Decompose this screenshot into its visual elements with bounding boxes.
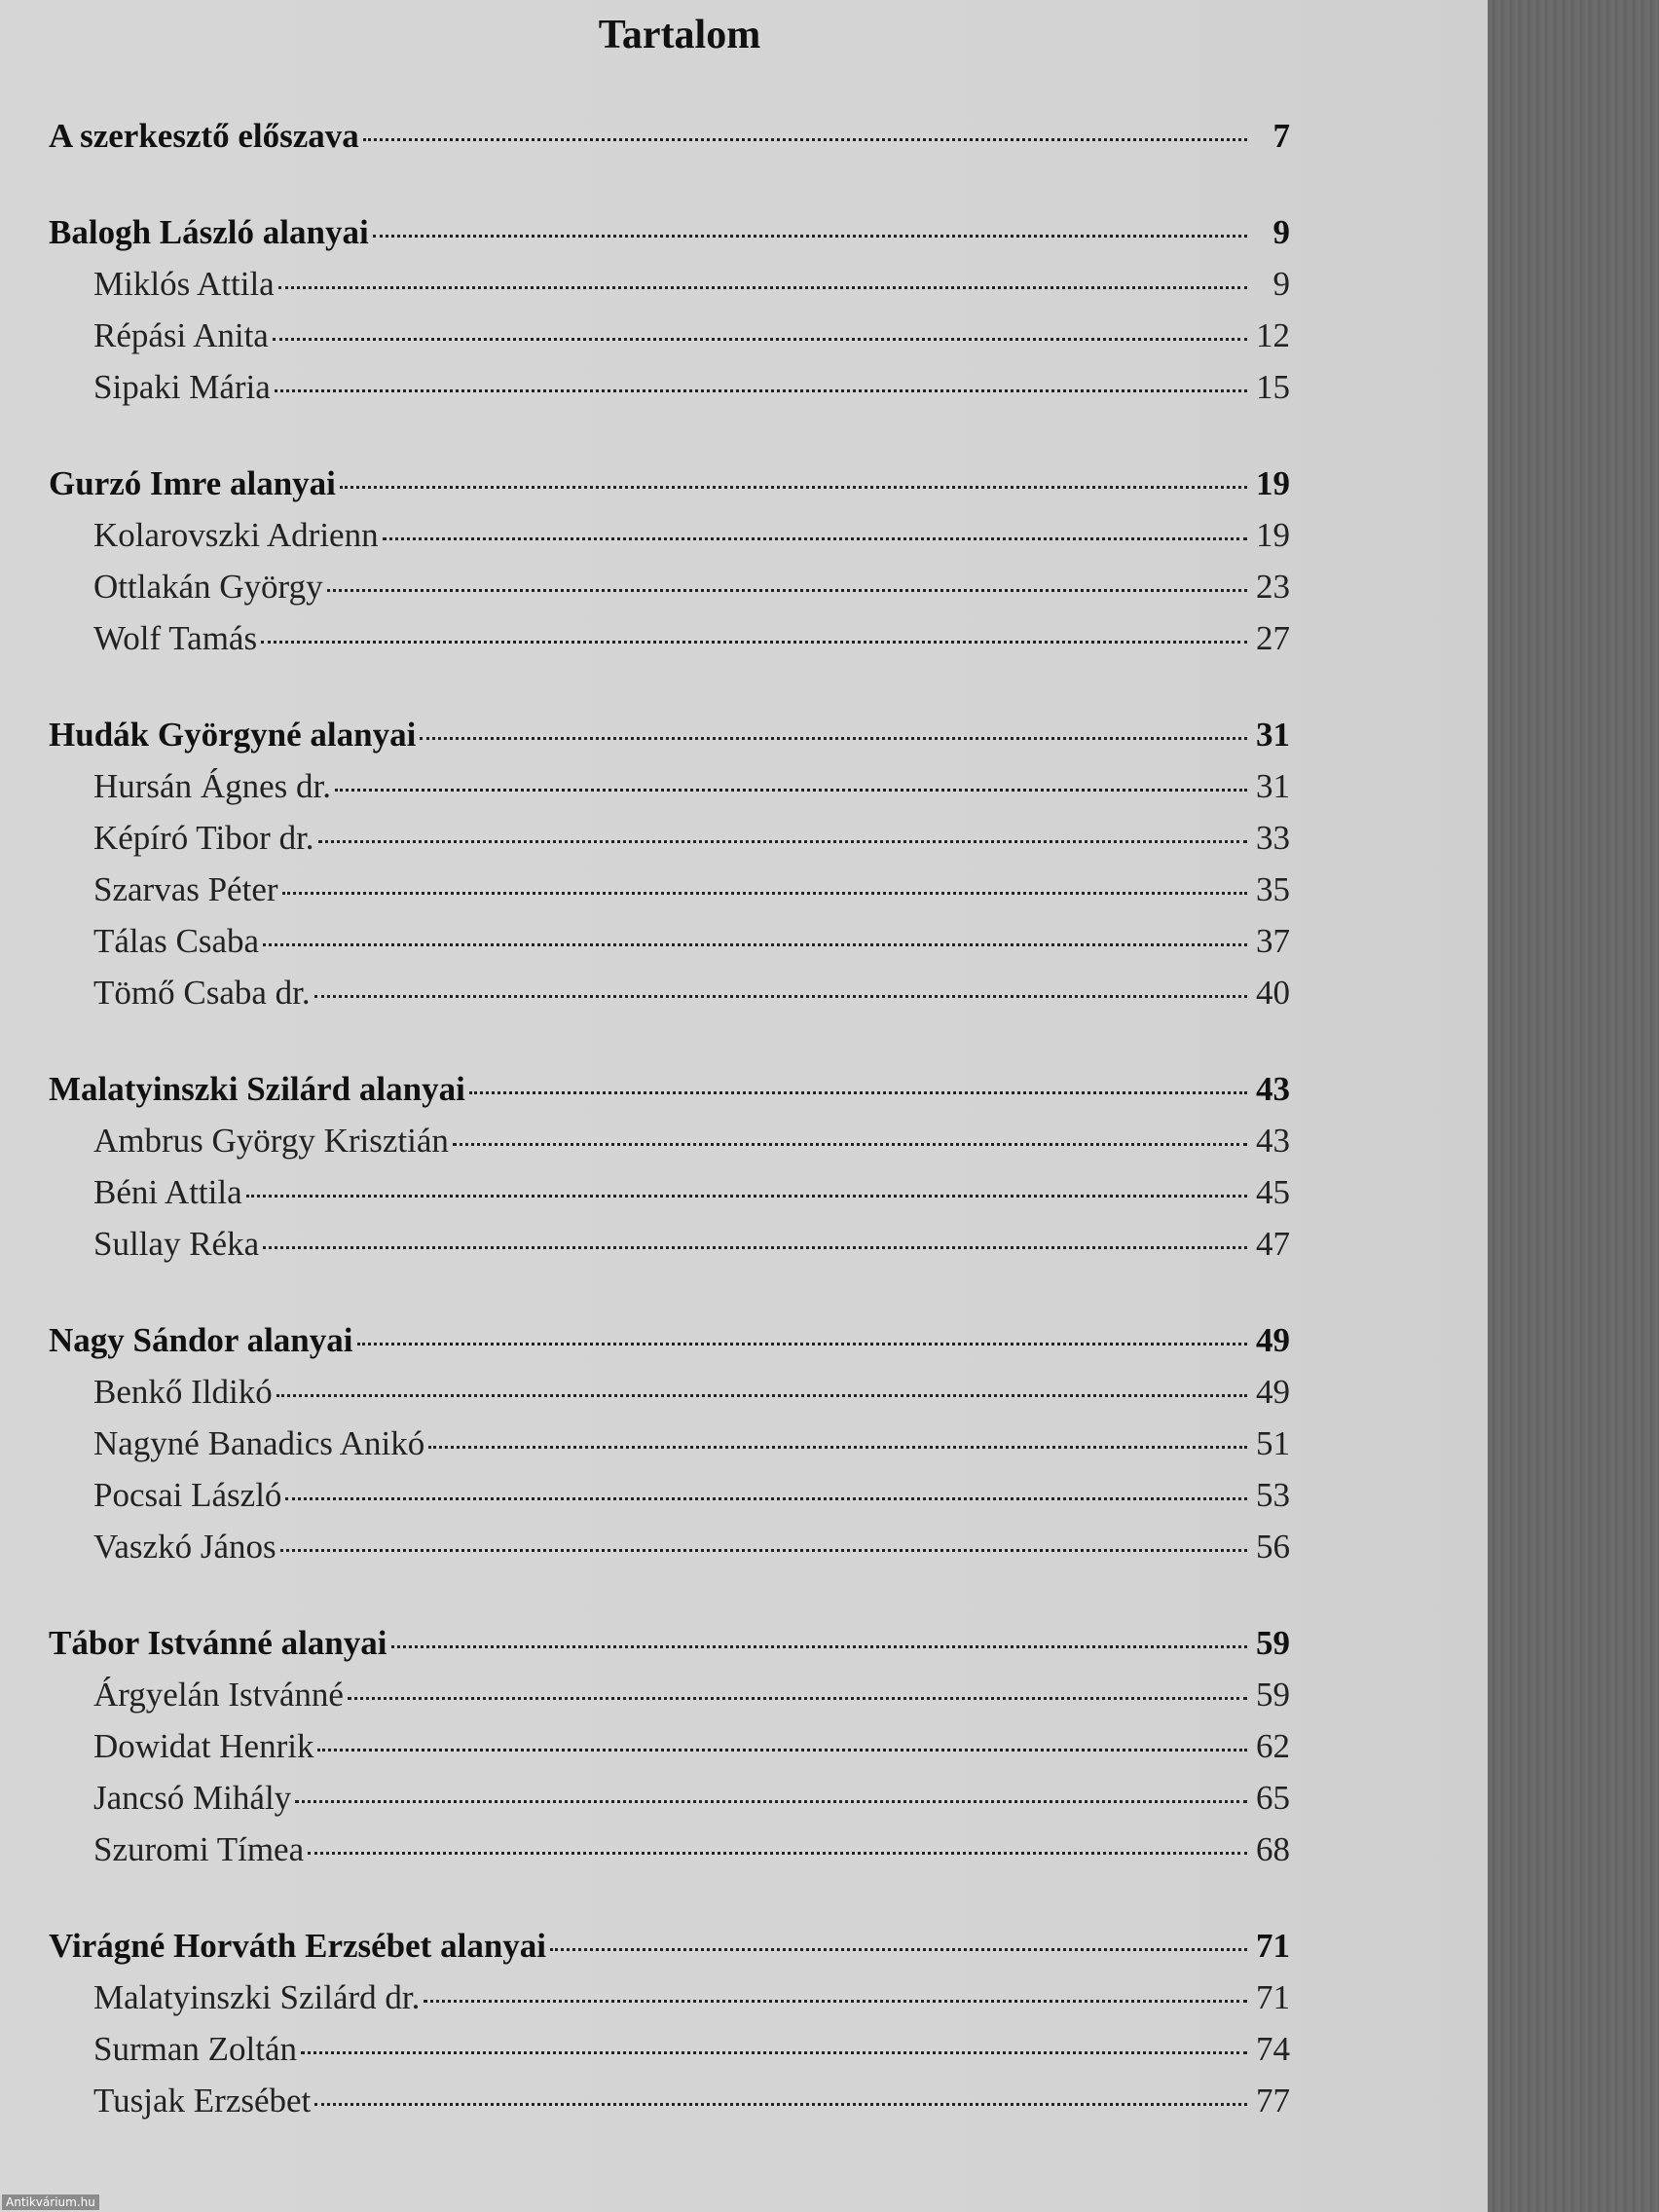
dot-leader <box>282 892 1247 895</box>
toc-page-number: 31 <box>1256 716 1290 754</box>
toc-entry-label: Dowidat Henrik <box>93 1727 314 1765</box>
toc-entry <box>49 767 1290 819</box>
toc-section-heading <box>49 117 1290 168</box>
dot-leader <box>348 1697 1247 1700</box>
dot-leader <box>469 1091 1247 1094</box>
dot-leader <box>357 1343 1248 1346</box>
toc-page-number: 31 <box>1256 767 1290 805</box>
toc-entry <box>49 265 1290 316</box>
toc-section-label: Balogh László alanyai <box>49 213 369 251</box>
toc-section <box>49 464 1290 671</box>
toc-entry-label: Szuromi Tímea <box>93 1830 305 1868</box>
toc-page-number: 43 <box>1256 1070 1290 1108</box>
toc-entry <box>49 1424 1290 1476</box>
toc-entry <box>49 1978 1290 2030</box>
toc-section <box>49 117 1290 168</box>
dot-leader <box>285 1497 1247 1500</box>
toc-section-label: Gurzó Imre alanyai <box>49 464 336 502</box>
dot-leader <box>273 338 1247 341</box>
dot-leader <box>428 1446 1247 1449</box>
dot-leader <box>363 138 1247 141</box>
toc-entry <box>49 922 1290 974</box>
toc-page-number: 53 <box>1256 1476 1290 1514</box>
background-surface <box>1488 0 1659 2212</box>
toc-entry-label: Surman Zoltán <box>93 2030 297 2068</box>
toc-page-number: 37 <box>1256 922 1290 960</box>
dot-leader <box>261 641 1247 644</box>
dot-leader <box>314 2103 1247 2106</box>
toc-page-number: 49 <box>1256 1373 1290 1411</box>
toc-section-label: Virágné Horváth Erzsébet alanyai <box>49 1927 547 1965</box>
toc-section <box>49 213 1290 420</box>
dot-leader <box>280 1549 1247 1552</box>
toc-entry <box>49 1173 1290 1225</box>
dot-leader <box>317 1749 1247 1751</box>
toc-page-number: 33 <box>1256 819 1290 857</box>
toc-page-number: 7 <box>1272 117 1290 155</box>
toc-page-number: 71 <box>1256 1978 1290 2016</box>
toc-section-heading <box>49 1624 1290 1676</box>
toc-section <box>49 1070 1290 1276</box>
toc-section-heading <box>49 213 1290 265</box>
dot-leader <box>263 1246 1247 1249</box>
toc-entry <box>49 316 1290 368</box>
toc-entry <box>49 1225 1290 1276</box>
toc-entry <box>49 516 1290 568</box>
dot-leader <box>453 1143 1247 1146</box>
toc-section-label: A szerkesztő előszava <box>49 117 359 155</box>
toc-entry <box>49 619 1290 671</box>
toc-entry-label: Malatyinszki Szilárd dr. <box>93 1978 421 2016</box>
toc-page-number: 65 <box>1256 1779 1290 1817</box>
toc-section-heading <box>49 464 1290 516</box>
toc-page-number: 43 <box>1256 1122 1290 1160</box>
toc-entry-label: Benkő Ildikó <box>93 1373 273 1411</box>
toc-page-number: 23 <box>1256 568 1290 606</box>
dot-leader <box>327 589 1247 592</box>
toc-page-number: 19 <box>1256 516 1290 554</box>
toc-entry-label: Képíró Tibor dr. <box>93 819 314 857</box>
toc-page-number: 45 <box>1256 1173 1290 1211</box>
toc-entry-label: Sullay Réka <box>93 1225 260 1263</box>
toc-page-number: 49 <box>1256 1321 1290 1359</box>
toc-page-number: 77 <box>1256 2082 1290 2120</box>
toc-section <box>49 716 1290 1025</box>
toc-entry <box>49 1830 1290 1882</box>
toc-entry-label: Nagyné Banadics Anikó <box>93 1424 425 1462</box>
dot-leader <box>335 789 1247 792</box>
toc-section <box>49 1321 1290 1579</box>
toc-entry <box>49 568 1290 619</box>
toc-section-label: Nagy Sándor alanyai <box>49 1321 353 1359</box>
dot-leader <box>314 995 1247 998</box>
dot-leader <box>318 840 1247 843</box>
dot-leader <box>276 1394 1247 1397</box>
toc-page-number: 15 <box>1256 368 1290 406</box>
toc-entry-label: Ambrus György Krisztián <box>93 1122 449 1160</box>
toc-page-number: 12 <box>1256 316 1290 354</box>
toc-entry <box>49 1727 1290 1779</box>
toc-entry <box>49 1373 1290 1424</box>
dot-leader <box>340 486 1247 489</box>
dot-leader <box>308 1852 1247 1855</box>
toc-entry <box>49 1779 1290 1830</box>
toc-page-number: 59 <box>1256 1624 1290 1662</box>
toc-entry-label: Ottlakán György <box>93 568 323 606</box>
toc-entry-label: Miklós Attila <box>93 265 275 303</box>
toc-entry-label: Répási Anita <box>93 316 269 354</box>
toc-entry-label: Vaszkó János <box>93 1528 276 1566</box>
toc-entry-label: Jancsó Mihály <box>93 1779 292 1817</box>
dot-leader <box>420 737 1247 740</box>
toc-entry <box>49 2082 1290 2133</box>
dot-leader <box>301 2051 1247 2054</box>
toc-page-number: 71 <box>1256 1927 1290 1965</box>
toc-page-number: 74 <box>1256 2030 1290 2068</box>
dot-leader <box>278 286 1247 289</box>
dot-leader <box>373 235 1247 238</box>
toc-entry <box>49 870 1290 922</box>
toc-entry-label: Hursán Ágnes dr. <box>93 767 331 805</box>
toc-section <box>49 1927 1290 2133</box>
toc-entry <box>49 1676 1290 1727</box>
toc-page-number: 35 <box>1256 870 1290 908</box>
toc-entry-label: Tálas Csaba <box>93 922 260 960</box>
toc-section-heading <box>49 1927 1290 1978</box>
toc-page-number: 62 <box>1256 1727 1290 1765</box>
toc-section-heading <box>49 1070 1290 1122</box>
dot-leader <box>246 1195 1247 1198</box>
toc-entry <box>49 974 1290 1025</box>
toc-page-number: 68 <box>1256 1830 1290 1868</box>
toc-entry <box>49 1476 1290 1528</box>
toc-page-number: 51 <box>1256 1424 1290 1462</box>
toc-entry <box>49 1528 1290 1579</box>
toc-section-heading <box>49 716 1290 767</box>
dot-leader <box>383 537 1247 540</box>
dot-leader <box>391 1645 1248 1648</box>
table-of-contents <box>49 117 1290 2178</box>
dot-leader <box>275 389 1247 392</box>
toc-page-number: 40 <box>1256 974 1290 1012</box>
watermark-label: Antikvárium.hu <box>2 2194 99 2210</box>
toc-page-number: 56 <box>1256 1528 1290 1566</box>
toc-entry <box>49 1122 1290 1173</box>
toc-entry-label: Pocsai László <box>93 1476 282 1514</box>
toc-entry-label: Wolf Tamás <box>93 619 258 657</box>
toc-entry-label: Szarvas Péter <box>93 870 278 908</box>
toc-entry-label: Béni Attila <box>93 1173 242 1211</box>
toc-page-number: 9 <box>1272 213 1290 251</box>
toc-section-label: Tábor Istvánné alanyai <box>49 1624 387 1662</box>
toc-entry-label: Tusjak Erzsébet <box>93 2082 312 2120</box>
toc-entry <box>49 368 1290 420</box>
toc-entry-label: Kolarovszki Adrienn <box>93 516 379 554</box>
toc-entry-label: Tömő Csaba dr. <box>93 974 311 1012</box>
toc-section-heading <box>49 1321 1290 1373</box>
dot-leader <box>295 1800 1247 1803</box>
toc-entry <box>49 819 1290 870</box>
toc-section <box>49 1624 1290 1882</box>
page-title: Tartalom <box>598 13 761 57</box>
toc-entry-label: Árgyelán Istvánné <box>93 1676 344 1714</box>
toc-entry-label: Sipaki Mária <box>93 368 271 406</box>
toc-section-label: Hudák Györgyné alanyai <box>49 716 417 754</box>
dot-leader <box>550 1948 1247 1951</box>
toc-page-number: 19 <box>1256 464 1290 502</box>
toc-entry <box>49 2030 1290 2082</box>
toc-page-number: 9 <box>1272 265 1290 303</box>
toc-page-number: 59 <box>1256 1676 1290 1714</box>
toc-page-number: 47 <box>1256 1225 1290 1263</box>
toc-page-number: 27 <box>1256 619 1290 657</box>
dot-leader <box>263 943 1247 946</box>
toc-section-label: Malatyinszki Szilárd alanyai <box>49 1070 465 1108</box>
dot-leader <box>424 2000 1247 2003</box>
